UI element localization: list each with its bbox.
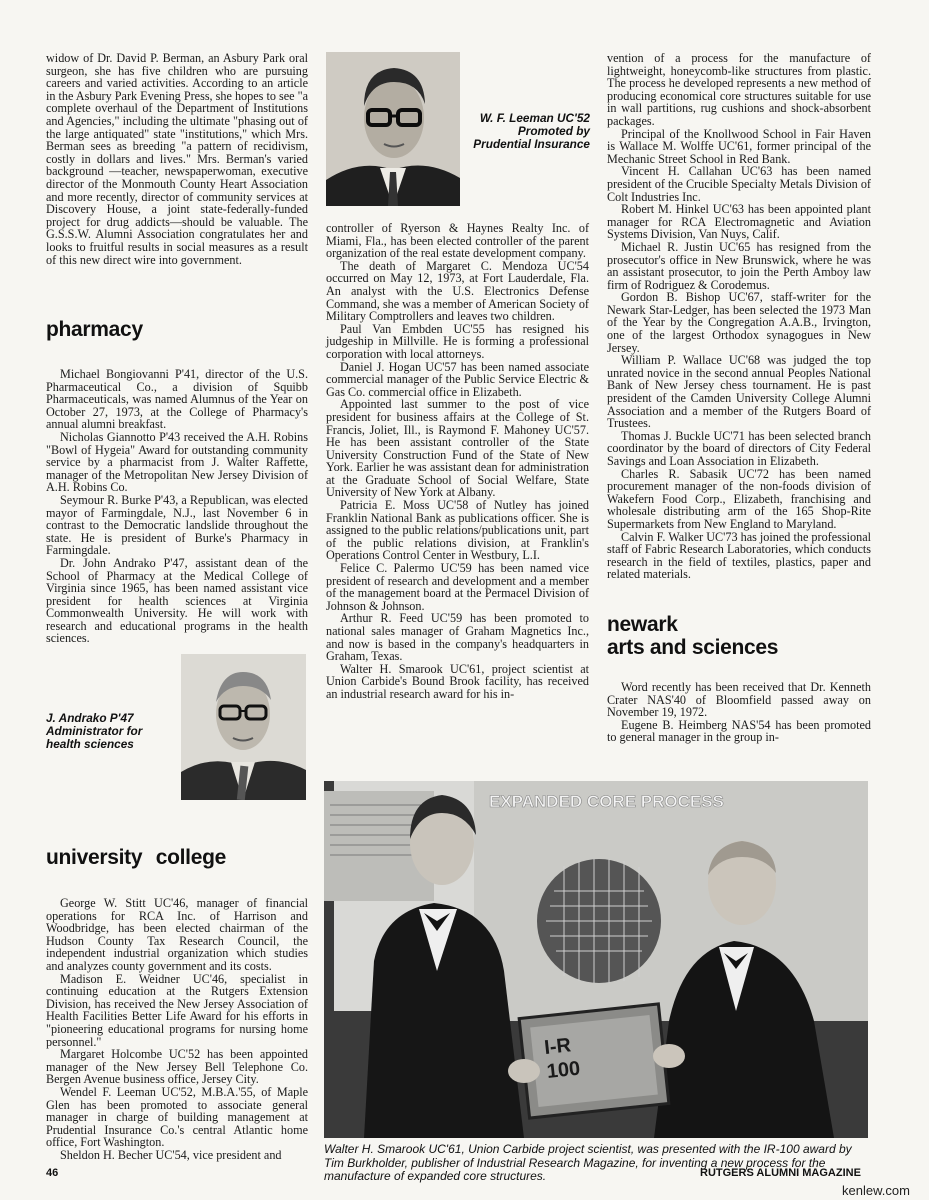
paragraph: Wendel F. Leeman UC'52, M.B.A.'55, of Maple Glen has been promoted to associate general manager in charge of building management at Prudential Insurance Co.'s central Atlantic home office, Fort Washington. [46,1084,308,1150]
paragraph: Eugene B. Heimberg NAS'54 has been promoted to general manager in the group in- [607,717,871,745]
paragraph: Michael R. Justin UC'65 has resigned from the prosecutor's office in New Brunswick, where he was an assistant prosecutor, to join the Perth Amboy law firm of Rodriguez & Corodemus. [607,239,871,292]
paragraph: Nicholas Giannotto P'43 received the A.H. Robins "Bowl of Hygeia" Award for outstanding community service by a pharmacist from J. Walter Raffette, manager of the Metropolitan New Jersey Division of A.H. Robins Co. [46,429,308,495]
paragraph: Seymour R. Burke P'43, a Republican, was elected mayor of Farmingdale, N.J., last November 6 in contrast to the Democratic landslide throughout the state. He is president of Burke's Pharmacy in Farmingdale. [46,492,308,558]
caption-line: health sciences [46,737,134,751]
middle-column [326,222,589,701]
paragraph: Dr. John Andrako P'47, assistant dean of the School of Pharmacy at the Medical College of Virginia since 1965, has been named assistant vice president for health sciences at Virginia Commonwealth University. He will work with research and educational programs in the health sciences. [46,555,308,646]
paragraph: William P. Wallace UC'68 was judged the top unrated novice in the second annual Peoples National Bank of New Jersey chess tournament. He is past president of the Camden University College Alumni Association and a member of the Rutgers Board of Trustees. [607,353,871,431]
paragraph: Sheldon H. Becher UC'54, vice president and [60,1147,282,1162]
award-ceremony-photo [324,781,868,1138]
paragraph: Principal of the Knollwood School in Fair Haven is Wallace M. Wolffe UC'61, former principal of the Mechanic Street School in Red Bank. [607,126,871,166]
paragraph: Patricia E. Moss UC'58 of Nutley has joined Franklin National Bank as publications officer. She is assigned to the public relations/publications unit, part of the public relations division, at Franklin's Operations Control Center in Westbury, L.I. [326,498,589,563]
paragraph: Felice C. Palermo UC'59 has been named vice president of research and development and a member of the management board at the Permacel Division of Johnson & Johnson. [326,561,589,613]
newark-column [607,681,871,744]
paragraph: Vincent H. Callahan UC'63 has been named president of the Crucible Specialty Metals Division of Colt Industries Inc. [607,164,871,204]
paragraph: Word recently has been received that Dr. Kenneth Crater NAS'40 of Bloomfield passed away on November 19, 1972. [607,680,871,720]
paragraph: vention of a process for the manufacture of lightweight, honeycomb-like structures from plastic. The process he developed represents a new method of producing economical core structures suitable for use in wall partitions, rug cushions and shock-absorbent packages. [607,51,871,128]
plaque-text-ir: I-R [543,1034,573,1060]
paragraph: Michael Bongiovanni P'41, director of the U.S. Pharmaceutical Co., a division of Squibb Pharmaceuticals, was named Alumnus of the Year on October 27, 1973, at the College of Pharmacy's annual alumni breakfast. [46,367,308,432]
paragraph: Walter H. Smarook UC'61, project scientist at Union Carbide's Bound Brook facility, has received an industrial research award for his in- [326,661,589,701]
paragraph: Appointed last summer to the post of vice president for business affairs at the College of St. Francis, Joliet, Ill., is Raymond F. Mahoney UC'57. He has been assistant controller of the State University Construction Fund of the State of New York. Earlier he was assistant dean for administration at the Graduate School of Social Welfare, State University of New York at Albany. [326,397,589,500]
plaque-text-100: 100 [545,1057,582,1083]
caption-line: Prudential Insurance [473,137,590,151]
paragraph: George W. Stitt UC'46, manager of financial operations for RCA Inc. of Harrison and Woodbridge, has been elected chairman of the Hudson County Tax Research Council, the independent industrial organization which studies and analyzes county government and its costs. [46,896,308,973]
paragraph: controller of Ryerson & Haynes Realty Inc. of Miami, Fla., has been elected controller of the parent organization of the real estate development company. [326,221,589,261]
magazine-name: RUTGERS ALUMNI MAGAZINE [700,1167,861,1179]
paragraph: Daniel J. Hogan UC'57 has been named associate commercial manager of the Public Service Electric & Gas Co. commercial office in Elizabeth. [326,359,589,399]
award-photo-caption: Walter H. Smarook UC'61, Union Carbide project scientist, was presented with the IR-100 award by Tim Burkholder, publisher of Industrial Research Magazine, for inventing a new process for the manufacture of expanded core structures. [324,1142,852,1183]
paragraph: Calvin F. Walker UC'73 has joined the professional staff of Fabric Research Laboratories, which conducts research in the field of textiles, plastics, paper and related materials. [607,529,871,582]
expanded-core-process-banner: EXPANDED CORE PROCESS [489,792,724,811]
paragraph: The death of Margaret C. Mendoza UC'54 occurred on May 12, 1973, at Fort Lauderdale, Fla. An analyst with the U.S. Electronics Defense Command, she was a member of American Society of Military Comptrollers and leaves two children. [326,258,589,324]
page-number: 46 [46,1167,59,1179]
heading-line: arts and sciences [607,636,779,659]
section-heading-university-college: university college [46,846,227,869]
paragraph: Robert M. Hinkel UC'63 has been appointed plant manager for RCA Electromagnetic and Aviation Systems Division, Van Nuys, Calif. [607,202,871,242]
paragraph: Gordon B. Bishop UC'67, staff-writer for the Newark Star-Ledger, has been selected the 1973 Man of the Year by the Congregation A.A.B., Irvington, one of the largest Orthodox synagogues in New Jersey. [607,290,871,355]
andrako-portrait-photo [181,654,306,800]
section-heading-pharmacy: pharmacy [46,318,143,341]
leeman-caption [462,112,590,151]
paragraph: Madison E. Weidner UC'46, specialist in continuing education at the Rutgers Extension Division, has received the New Jersey Association of Health Facilities Better Life Award for his efforts in "pioneering educational programs for nursing home personnel." [46,971,308,1049]
caption-line: Administrator for [46,724,143,738]
section-heading-newark [607,613,778,659]
caption-line: W. F. Leeman UC'52 [479,111,590,125]
right-column [607,52,871,581]
caption-line: J. Andrako P'47 [46,711,134,725]
paragraph: Thomas J. Buckle UC'71 has been selected branch coordinator by the board of directors of City Federal Savings and Loan Association in Elizabeth. [607,428,871,468]
university-college-column [46,897,308,1161]
paragraph: Charles R. Sabasik UC'72 has been named procurement manager of the non-foods division of Wakefern Food Corp., Elizabeth, franchising and wholesale distributing arm of the 165 Shop-Rite Supermarkets from New England to Maryland. [607,466,871,531]
paragraph: Paul Van Embden UC'55 has resigned his judgeship in Millville. He is forming a professional corporation with local attorneys. [326,321,589,361]
pharmacy-column [46,368,308,645]
paragraph: Arthur R. Feed UC'59 has been promoted to national sales manager of Graham Magnetics Inc., and now is based in the company's headquarters in Graham, Texas. [326,611,589,664]
paragraph: Margaret Holcombe UC'52 has been appointed manager of the New Jersey Bell Telephone Co. Bergen Avenue business office, Jersey City. [46,1047,308,1087]
left-column-intro [46,52,308,266]
heading-line: newark [607,613,678,636]
caption-line: Promoted by [517,124,590,138]
paragraph: widow of Dr. David P. Berman, an Asbury Park oral surgeon, she has five children who are pursuing careers and varied activities. According to an article in the Asbury Park Evening Press, she hopes to see "a complete overhaul of the Department of Institutions and Agencies," including the ultimate "phasing out of the large antiquated" state "institutions," which Mrs. Berman sees as breeding "a pattern of recidivism, costly in dollars and lives." Mrs. Berman's varied background —teacher, newspaperwoman, executive director of the Monmouth County Heart Association and more recently, director of community services at Discovery House, a joint state-federally-funded project for drug addicts—should be valuable. The G.S.S.W. Alumni Association congratulates her and looks to fruitful results in social measures as a result of this new direct wire into government. [46,51,308,267]
site-watermark: kenlew.com [842,1183,910,1198]
andrako-caption [46,712,176,751]
leeman-portrait-photo [326,52,460,206]
